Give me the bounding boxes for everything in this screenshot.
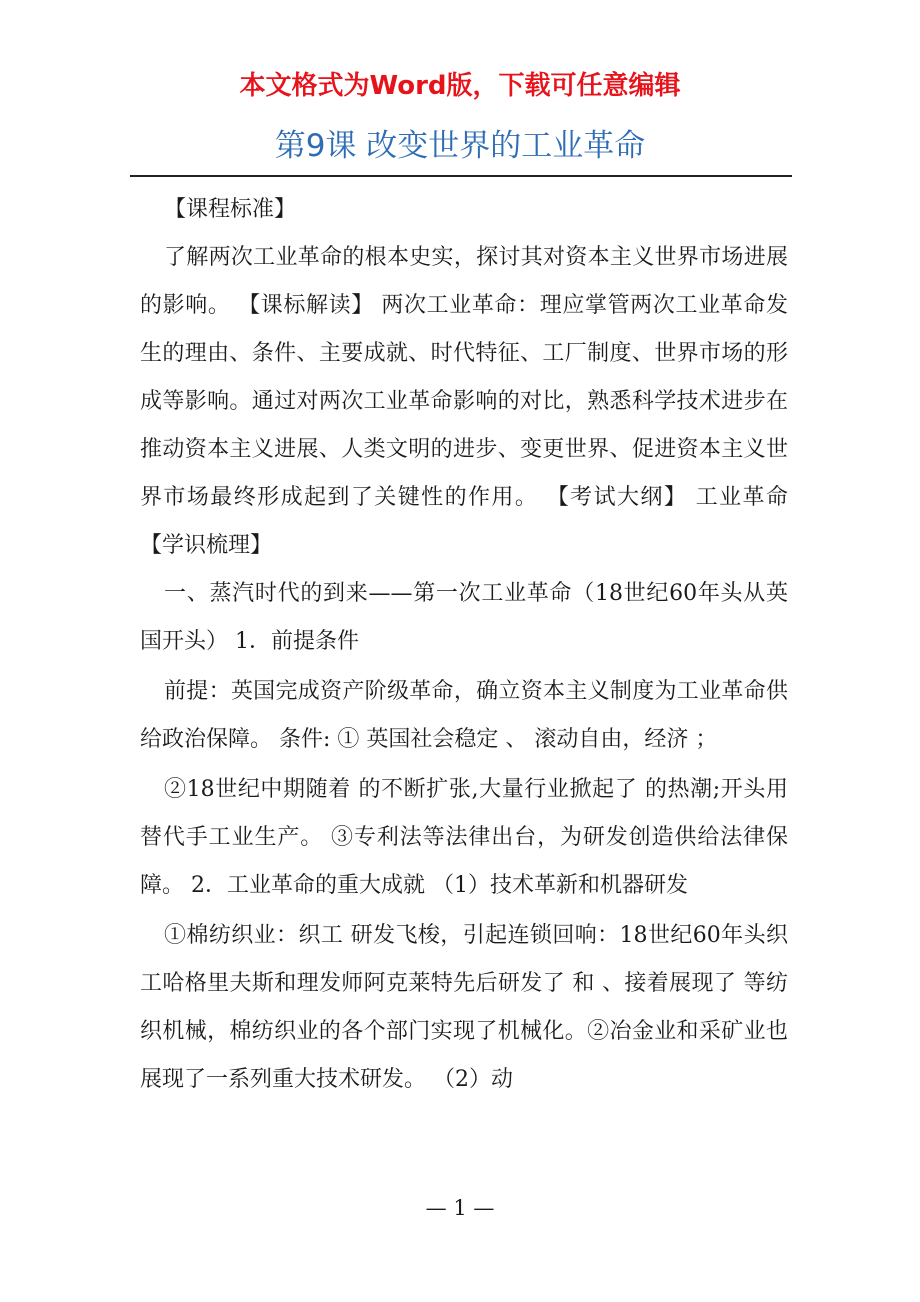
- header-divider: [130, 175, 792, 177]
- paragraph-prerequisites: 前提：英国完成资产阶级革命，确立资本主义制度为工业革命供给政治保障。 条件: ① 英国社会稳定 、 滚动自由，经济 ；: [140, 679, 788, 752]
- document-body: [140, 186, 788, 1104]
- paragraph-standard-interpretation: 了解两次工业革命的根本史实，探讨其对资本主义世界市场进展的影响。 【课标解读】 两次工业革命：理应掌管两次工业革命发生的理由、条件、主要成就、时代特征、工厂制度、世界市场的形成等影响。通过对两次工业革命影响的对比，熟悉科学技术进步在推动资本主义进展、人类文明的进步、变更世界、促进资本主义世界市场最终形成起到了关键性的作用。 【考试大纲】 工业革命 【学识梳理】: [140, 245, 788, 558]
- paragraph-market-expansion: ②18世纪中期随着 的不断扩张,大量行业掀起了 的热潮;开头用 替代手工业生产。 ③专利法等法律出台，为研发创造供给法律保障。 2．工业革命的重大成就 （1）技术革新和机器研发: [140, 777, 788, 898]
- paragraph-curriculum-standard: 【课程标准】: [164, 197, 297, 222]
- page-number: — 1 —: [425, 1196, 495, 1220]
- download-banner: 本文格式为Word版，下载可任意编辑: [239, 71, 681, 101]
- paragraph-cotton-textile: ①棉纺织业：织工 研发飞梭，引起连锁回响：18世纪60年头织工哈格里夫斯和理发师阿克莱特先后研发了 和 、接着展现了 等纺织机械，棉纺织业的各个部门实现了机械化。②冶金业和采矿业也展现了一系列重大技术研发。 （2）动: [140, 923, 788, 1092]
- page-title: 第9课 改变世界的工业革命: [274, 128, 646, 164]
- paragraph-first-industrial-revolution: 一、蒸汽时代的到来——第一次工业革命（18世纪60年头从英国开头） 1．前提条件: [140, 581, 788, 654]
